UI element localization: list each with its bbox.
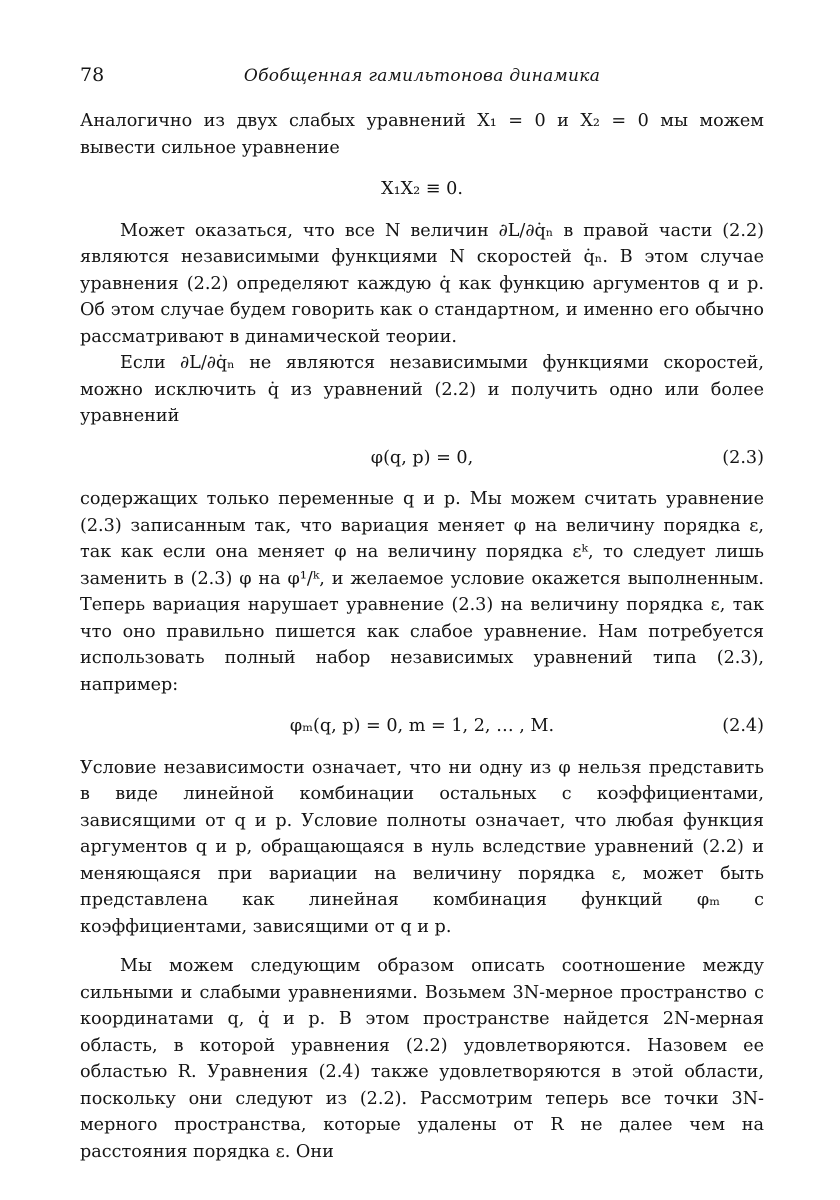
paragraph-5: Условие независимости означает, что ни одну из φ нельзя представить в виде линейной комбинации остальных с коэффициентами, зависящими от q и p. Условие полноты означает, что любая функция аргументов q и p, обращающаяся в нуль вследствие уравнений (2.2) и меняющаяся при вариации на величину порядка ε, может быть представлена как линейная комбинация функций φₘ с коэффициентами, зависящими от q и p. [80, 757, 764, 937]
paragraph-4: содержащих только переменные q и p. Мы можем считать уравнение (2.3) записанным так, что вариация меняет φ на величину порядка ε, так как если она меняет φ на величину порядка εᵏ, то следует лишь заменить в (2.3) φ на φ¹/ᵏ, и желаемое условие окажется выполненным. Теперь вариация нарушает уравнение (2.3) на величину порядка ε, так что оно правильно пишется как слабое уравнение. Нам потребуется использовать полный набор независимых уравнений типа (2.3), например: [80, 489, 764, 695]
paragraph-2: Может оказаться, что все N величин ∂L/∂q̇ₙ в правой части (2.2) являются независимыми функциями N скоростей q̇ₙ. В этом случае уравнения (2.2) определяют каждую q̇ как функцию аргументов q и p. Об этом случае будем говорить как о стандартном, и именно его обычно рассматривают в динамической теории. [80, 220, 764, 347]
paragraph-6: Мы можем следующим образом описать соотношение между сильными и слабыми уравнениями. Возьмем 3N-мерное пространство с координатами q, q̇ и p. В этом пространстве найдется 2N-мерная область, в которой уравнения (2.2) удовлетворяются. Назовем ее областью R. Уравнения (2.4) также удовлетворяются в этой области, поскольку они следуют из (2.2). Рассмотрим теперь все точки 3N-мерного пространства, которые удалены от R не далее чем на расстояния порядка ε. Они [80, 956, 764, 1162]
paragraph-gap [80, 940, 764, 953]
paragraph-1: Аналогично из двух слабых уравнений X₁ = 0 и X₂ = 0 мы можем вывести сильное уравнение [80, 111, 764, 158]
equation-text: φₘ(q, p) = 0, m = 1, 2, … , M. [289, 716, 555, 736]
equation-number: (2.4) [722, 716, 764, 736]
equation-unnumbered [80, 176, 764, 203]
equation-2-3 [80, 445, 764, 472]
page-body [80, 108, 764, 1165]
running-title: Обобщенная гамильтонова динамика [243, 66, 601, 86]
equation-text: X₁X₂ ≡ 0. [381, 179, 463, 199]
page-number: 78 [80, 64, 105, 86]
page-header [80, 64, 764, 92]
equation-number: (2.3) [722, 447, 764, 468]
equation-2-4 [80, 713, 764, 740]
paragraph-3: Если ∂L/∂q̇ₙ не являются независимыми функциями скоростей, можно исключить q̇ из уравнений (2.2) и получить одно или более уравнений [80, 353, 764, 426]
equation-text: φ(q, p) = 0, [370, 447, 474, 468]
